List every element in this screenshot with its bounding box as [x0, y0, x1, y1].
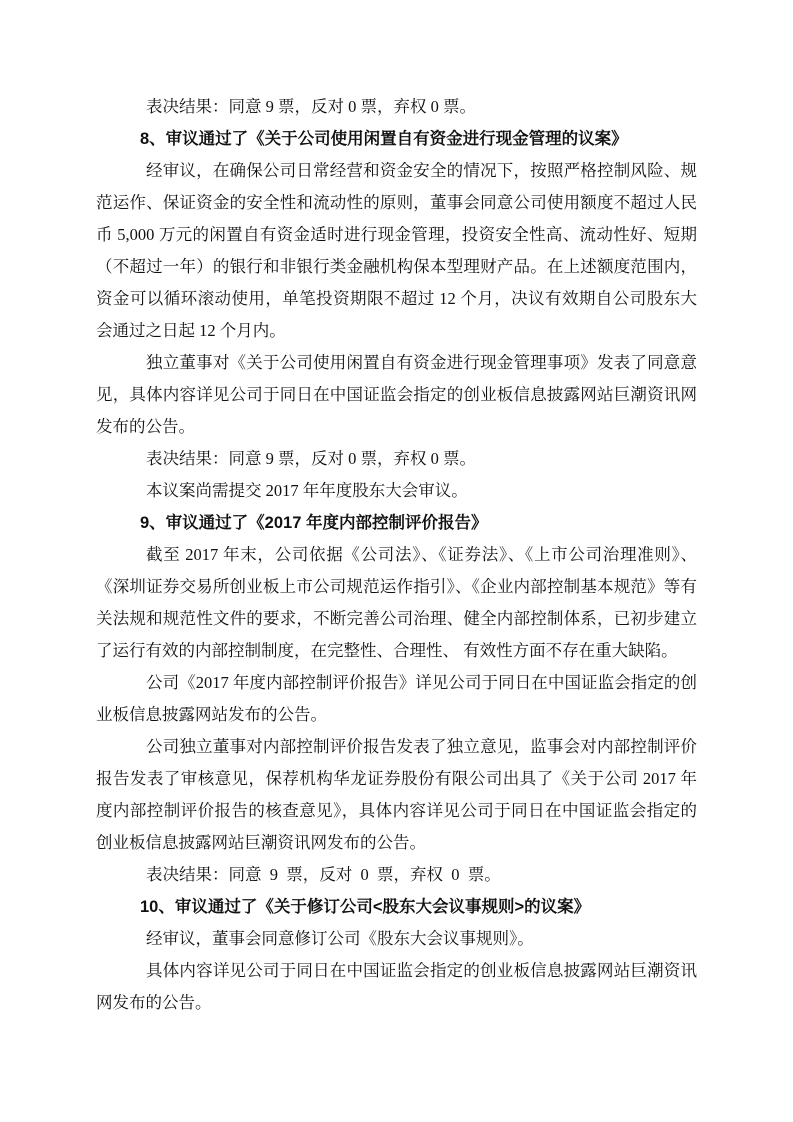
para-item-8-agm-note: 本议案尚需提交 2017 年年度股东大会审议。 — [146, 481, 468, 500]
para-item-8-independent-directors: 独立董事对《关于公司使用闲置自有资金进行现金管理事项》发表了同意意见，具体内容详见公司于同日在中国证监会指定的创业板信息披露网站巨潮资讯网发布的公告。 — [96, 353, 697, 436]
vote-result-item-8: 表决结果：同意 9 票，反对 0 票，弃权 0 票。 — [146, 449, 476, 468]
vote-result-item-9: 表决结果：同意 9 票，反对 0 票，弃权 0 票。 — [146, 865, 501, 884]
heading-item-8: 8、审议通过了《关于公司使用闲置自有资金进行现金管理的议案》 — [140, 130, 628, 148]
para-item-10-resolution: 经审议，董事会同意修订公司《股东大会议事规则》。 — [146, 929, 534, 948]
para-item-9-internal-control: 截至 2017 年末，公司依据《公司法》、《证券法》、《上市公司治理准则》、《深圳证券交易所创业板上市公司规范运作指引》、《企业内部控制基本规范》等有关法规和规范性文件的要求，不断完善公司治理、健全内部控制体系，已初步建立了运行有效的内部控制制度，在完整性、合理性、 有效性方面不存在重大缺陷。 — [96, 545, 697, 660]
heading-item-10: 10、审议通过了《关于修订公司<股东大会议事规则>的议案》 — [140, 898, 591, 916]
para-item-10-disclosure: 具体内容详见公司于同日在中国证监会指定的创业板信息披露网站巨潮资讯网发布的公告。 — [96, 961, 697, 1012]
heading-item-9: 9、审议通过了《2017 年度内部控制评价报告》 — [140, 514, 488, 532]
vote-result-item-7: 表决结果：同意 9 票，反对 0 票，弃权 0 票。 — [146, 97, 476, 116]
para-item-9-report-disclosure: 公司《2017 年度内部控制评价报告》详见公司于同日在中国证监会指定的创业板信息披露网站发布的公告。 — [96, 673, 697, 724]
para-item-9-opinions: 公司独立董事对内部控制评价报告发表了独立意见，监事会对内部控制评价报告发表了审核意见，保荐机构华龙证券股份有限公司出具了《关于公司 2017 年度内部控制评价报告的核查意见》，具体内容详见公司于同日在中国证监会指定的创业板信息披露网站巨潮资讯网发布的公告。 — [96, 737, 697, 852]
document-content — [96, 91, 697, 1019]
para-item-8-resolution: 经审议，在确保公司日常经营和资金安全的情况下，按照严格控制风险、规范运作、保证资金的安全性和流动性的原则，董事会同意公司使用额度不超过人民币 5,000 万元的闲置自有资金适时进行现金管理，投资安全性高、流动性好、短期（不超过一年）的银行和非银行类金融机构保本型理财产品。在上述额度范围内，资金可以循环滚动使用，单笔投资期限不超过 12 个月，决议有效期自公司股东大会通过之日起 12 个月内。 — [96, 161, 697, 340]
